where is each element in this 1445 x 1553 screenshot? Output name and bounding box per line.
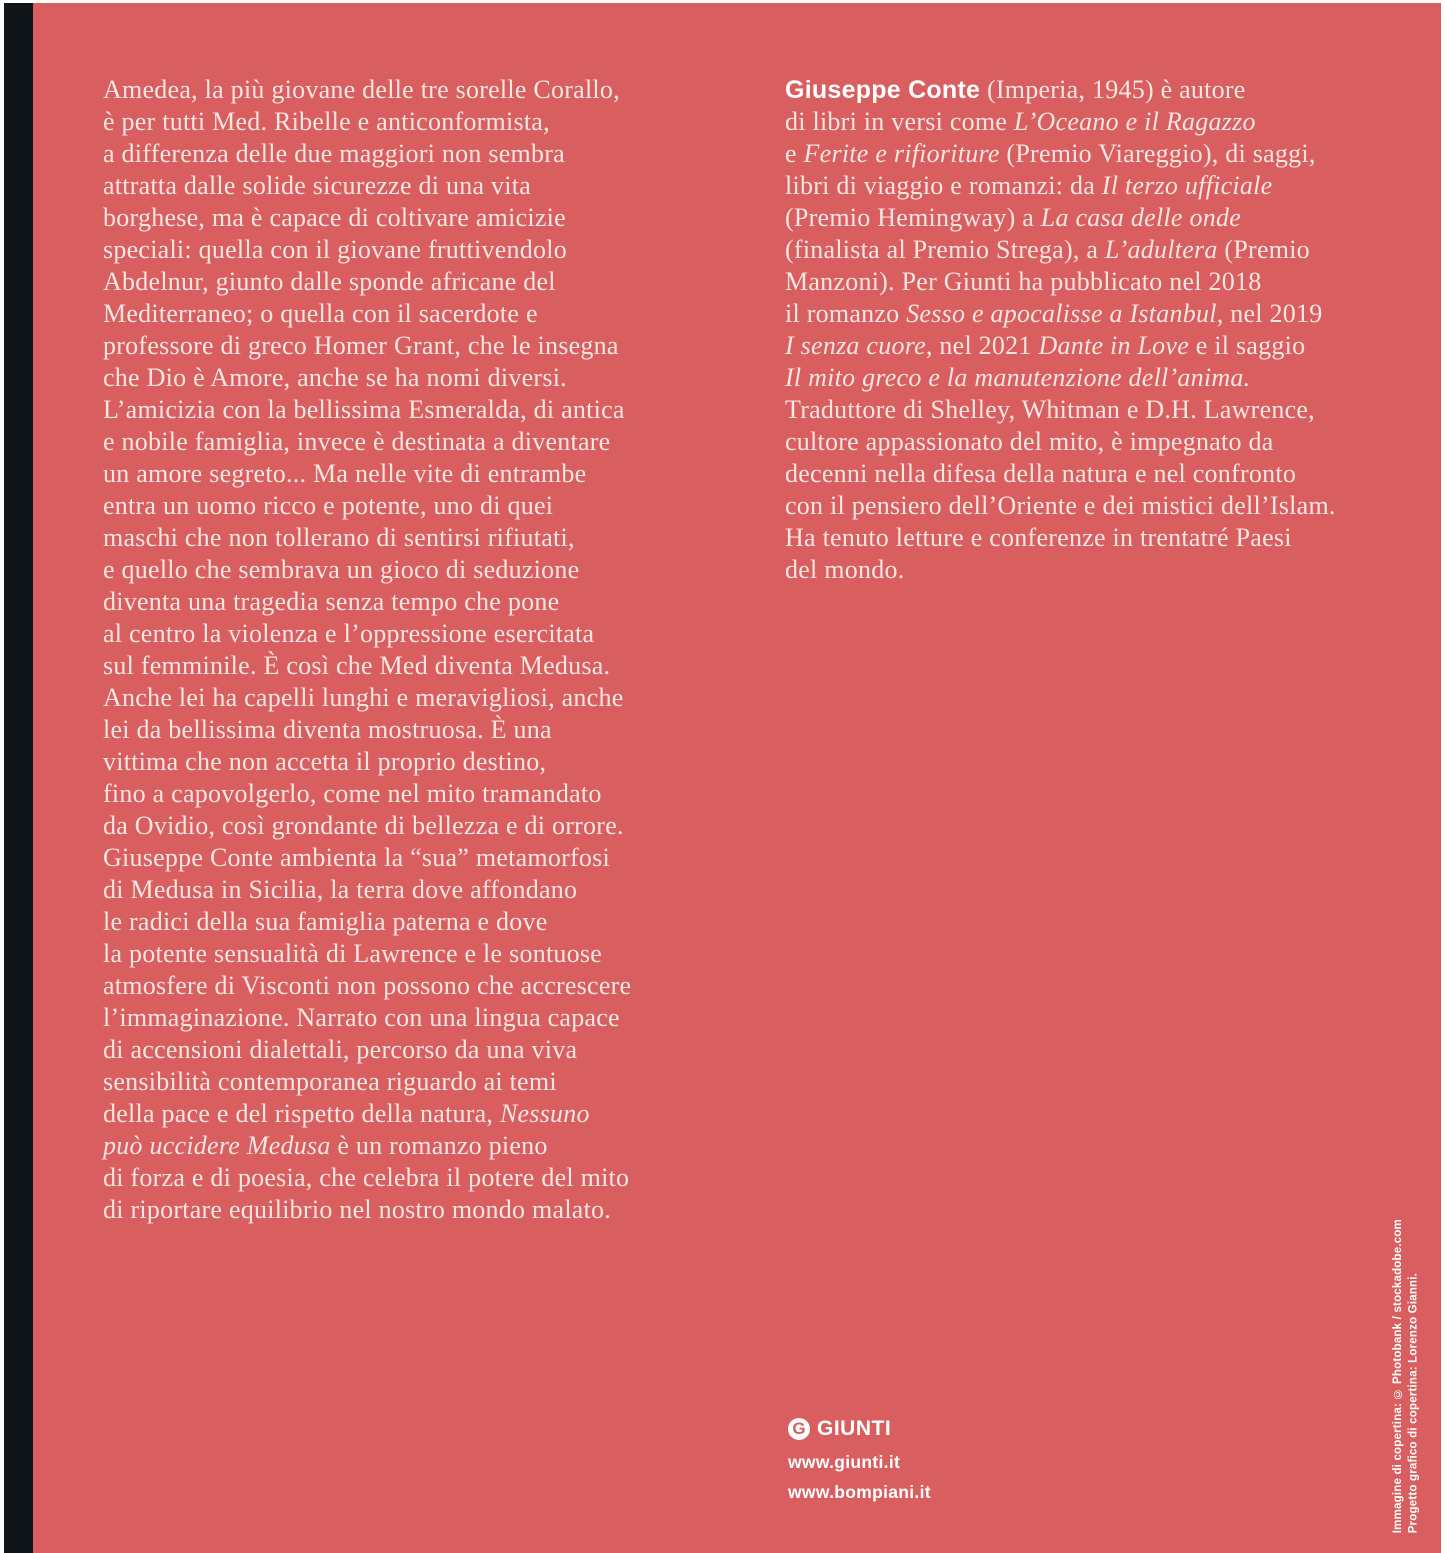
text-line: fino a capovolgerlo, come nel mito tramandato <box>103 779 602 808</box>
book-description <box>103 74 631 1226</box>
text-line: libri di viaggio e romanzi: da Il terzo ufficiale <box>785 171 1273 200</box>
text-line: decenni nella difesa della natura e nel confronto <box>785 459 1297 488</box>
text-line: Ha tenuto letture e conferenze in trentatré Paesi <box>785 523 1292 552</box>
text-line: e Ferite e rifioriture (Premio Viareggio), di saggi, <box>785 139 1316 168</box>
text-line: I senza cuore, nel 2021 Dante in Love e il saggio <box>785 331 1306 360</box>
text-line: Mediterraneo; o quella con il sacerdote e <box>103 299 538 328</box>
text-line: di libri in versi come L’Oceano e il Ragazzo <box>785 107 1256 136</box>
text-line: sul femminile. È così che Med diventa Medusa. <box>103 651 611 680</box>
text-line: Abdelnur, giunto dalle sponde africane del <box>103 267 556 296</box>
text-line: (Premio Hemingway) a La casa delle onde <box>785 203 1241 232</box>
book-back-cover <box>4 3 1441 1553</box>
text-line: maschi che non tollerano di sentirsi rifiutati, <box>103 523 575 552</box>
design-credit: Progetto grafico di copertina: Lorenzo Gianni. <box>1407 1272 1420 1533</box>
text-line: al centro la violenza e l’oppressione esercitata <box>103 619 595 648</box>
text-line: da Ovidio, così grondante di bellezza e di orrore. <box>103 811 624 840</box>
text-line: di Medusa in Sicilia, la terra dove affondano <box>103 875 578 904</box>
text-line: entra un uomo ricco e potente, uno di quei <box>103 491 554 520</box>
text-line: e nobile famiglia, invece è destinata a diventare <box>103 427 611 456</box>
giunti-logo-icon: G <box>788 1418 810 1440</box>
text-line: e quello che sembrava un gioco di seduzione <box>103 555 580 584</box>
text-line: Manzoni). Per Giunti ha pubblicato nel 2018 <box>785 267 1262 296</box>
text-line: L’amicizia con la bellissima Esmeralda, di antica <box>103 395 625 424</box>
image-credit: Immagine di copertina: © Photobank / stockadobe.com <box>1392 1218 1404 1533</box>
text-line: il romanzo Sesso e apocalisse a Istanbul, nel 2019 <box>785 299 1323 328</box>
publisher-brand <box>788 1417 891 1441</box>
text-line: Giuseppe Conte (Imperia, 1945) è autore <box>785 75 1246 104</box>
text-line: lei da bellissima diventa mostruosa. È una <box>103 715 552 744</box>
text-line: Anche lei ha capelli lunghi e meravigliosi, anche <box>103 683 624 712</box>
text-line: professore di greco Homer Grant, che le insegna <box>103 331 619 360</box>
text-line: che Dio è Amore, anche se ha nomi diversi. <box>103 363 567 392</box>
text-line: di accensioni dialettali, percorso da una viva <box>103 1035 578 1064</box>
text-line: Il mito greco e la manutenzione dell’anima. <box>785 363 1251 392</box>
text-line: cultore appassionato del mito, è impegnato da <box>785 427 1274 456</box>
text-line: diventa una tragedia senza tempo che pone <box>103 587 560 616</box>
text-line: del mondo. <box>785 555 905 584</box>
publisher-websites <box>788 1447 931 1507</box>
text-line: un amore segreto... Ma nelle vite di entrambe <box>103 459 587 488</box>
text-line: sensibilità contemporanea riguardo ai temi <box>103 1067 557 1096</box>
text-line: le radici della sua famiglia paterna e dove <box>103 907 548 936</box>
text-line: borghese, ma è capace di coltivare amicizie <box>103 203 566 232</box>
text-line: la potente sensualità di Lawrence e le sontuose <box>103 939 603 968</box>
giunti-url: www.giunti.it <box>788 1452 901 1472</box>
text-line: attratta dalle solide sicurezze di una vita <box>103 171 532 200</box>
text-line: di forza e di poesia, che celebra il potere del mito <box>103 1163 630 1192</box>
text-line: atmosfere di Visconti non possono che accrescere <box>103 971 632 1000</box>
text-line: è per tutti Med. Ribelle e anticonformista, <box>103 107 550 136</box>
text-line: Traduttore di Shelley, Whitman e D.H. Lawrence, <box>785 395 1315 424</box>
text-line: di riportare equilibrio nel nostro mondo malato. <box>103 1195 612 1224</box>
bompiani-url: www.bompiani.it <box>788 1482 931 1502</box>
author-name: Giuseppe Conte <box>785 76 981 104</box>
book-spine <box>4 3 33 1553</box>
text-line: con il pensiero dell’Oriente e dei mistici dell’Islam. <box>785 491 1336 520</box>
text-line: a differenza delle due maggiori non sembra <box>103 139 565 168</box>
author-bio <box>785 74 1336 586</box>
text-line: speciali: quella con il giovane fruttivendolo <box>103 235 567 264</box>
publisher-name: GIUNTI <box>817 1417 892 1440</box>
text-line: Giuseppe Conte ambienta la “sua” metamorfosi <box>103 843 611 872</box>
text-line: Amedea, la più giovane delle tre sorelle Corallo, <box>103 75 620 104</box>
cover-credits <box>1391 1219 1422 1533</box>
text-line: vittima che non accetta il proprio destino, <box>103 747 547 776</box>
text-line: (finalista al Premio Strega), a L’adultera (Premio <box>785 235 1310 264</box>
text-line: l’immaginazione. Narrato con una lingua capace <box>103 1003 620 1032</box>
text-line: della pace e del rispetto della natura, Nessuno <box>103 1099 590 1128</box>
text-line: può uccidere Medusa è un romanzo pieno <box>103 1131 548 1160</box>
